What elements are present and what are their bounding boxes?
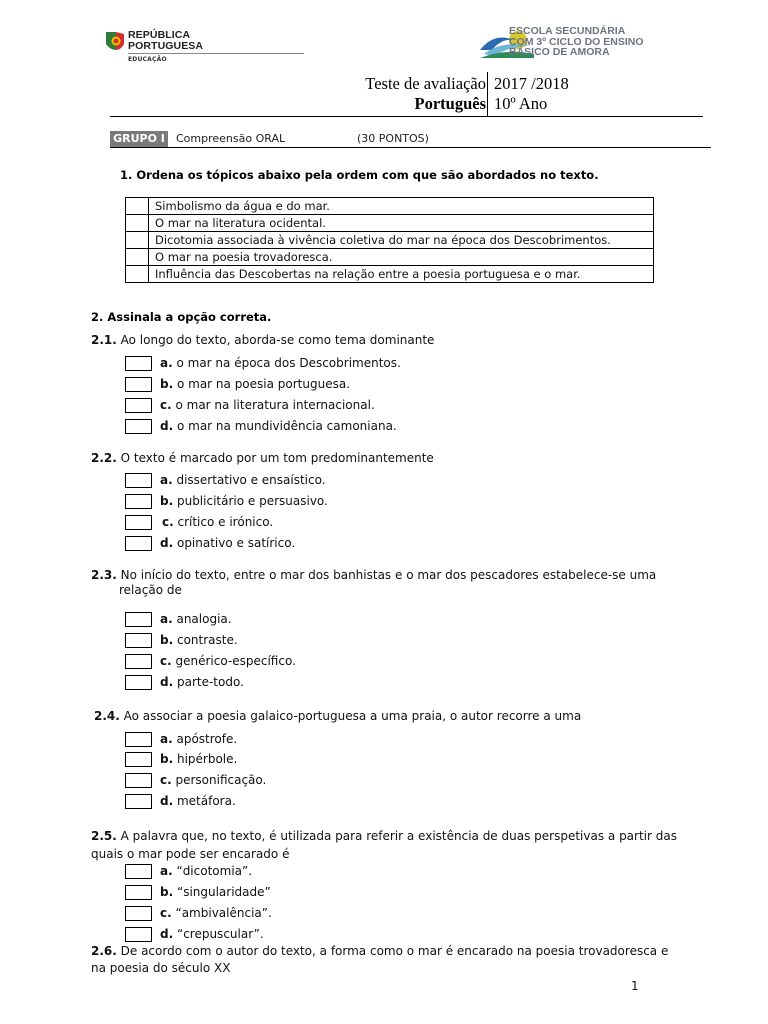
option-text: personificação. [171, 773, 267, 787]
republica-portuguesa-logo [104, 30, 204, 64]
option-letter: d. [160, 419, 174, 433]
answer-checkbox[interactable] [125, 654, 152, 669]
order-item: Influência das Descobertas na relação entre a poesia portuguesa e o mar. [149, 266, 654, 283]
question-2-1 [91, 332, 434, 348]
question-2-5-cont: quais o mar pode ser encarado é [91, 847, 290, 861]
option-text: o mar na mundividência camoniana. [173, 419, 397, 433]
republica-line2: PORTUGUESA [128, 40, 204, 52]
option-letter: b. [160, 752, 174, 766]
option-letter: d. [160, 536, 174, 550]
table-row [126, 215, 654, 232]
answer-checkbox[interactable] [125, 356, 152, 371]
grupo-title: Compreensão ORAL [176, 132, 286, 145]
order-item: O mar na poesia trovadoresca. [149, 249, 654, 266]
option-letter: d. [160, 927, 174, 941]
school-line1: ESCOLA SECUNDÁRIA [509, 25, 626, 37]
option-text: publicitário e persuasivo. [173, 494, 328, 508]
option-letter: a. [160, 612, 173, 626]
option-letter: b. [160, 377, 174, 391]
option-letter: b. [160, 633, 174, 647]
option-text: dissertativo e ensaístico. [172, 473, 326, 487]
header-rule [110, 116, 703, 117]
order-box[interactable] [126, 198, 149, 215]
option-letter: a. [160, 732, 173, 746]
order-box[interactable] [126, 266, 149, 283]
option-text: parte-todo. [173, 675, 244, 689]
ordering-table [125, 197, 654, 283]
order-item: Dicotomia associada à vivência coletiva do mar na época dos Descobrimentos. [149, 232, 654, 249]
question-2-3 [91, 567, 711, 583]
republica-sub: EDUCAÇÃO [128, 56, 167, 63]
republica-title [128, 30, 203, 52]
answer-checkbox[interactable] [125, 612, 152, 627]
option-letter: c. [160, 906, 172, 920]
order-item: O mar na literatura ocidental. [149, 215, 654, 232]
answer-checkbox[interactable] [125, 473, 152, 488]
grupo-points: (30 PONTOS) [357, 132, 429, 145]
school-line2: COM 3º CICLO DO ENSINO [509, 35, 644, 48]
option-text: hipérbole. [173, 752, 238, 766]
question-number: 2.1. [91, 333, 117, 347]
option-letter: b. [160, 494, 174, 508]
option-text: “dicotomia”. [172, 864, 253, 878]
answer-checkbox[interactable] [125, 398, 152, 413]
answer-checkbox[interactable] [125, 906, 152, 921]
option-text: “singularidade” [173, 885, 271, 899]
republica-line1: REPÚBLICA [128, 29, 191, 41]
option-text: contraste. [173, 633, 238, 647]
table-row [126, 266, 654, 283]
question-text: No início do texto, entre o mar dos banhistas e o mar dos pescadores estabelece-se uma [116, 568, 657, 582]
option-text: o mar na poesia portuguesa. [173, 377, 351, 391]
answer-checkbox[interactable] [125, 536, 152, 551]
table-row [126, 198, 654, 215]
option-letter: a. [160, 864, 173, 878]
option-letter: c. [160, 398, 172, 412]
school-logo [480, 26, 680, 62]
grupo-label: GRUPO I [110, 131, 168, 147]
question-text: De acordo com o autor do texto, a forma como o mar é encarado na poesia trovadoresca e [116, 944, 669, 958]
order-item: Simbolismo da água e do mar. [149, 198, 654, 215]
option-letter: b. [160, 885, 174, 899]
question-text: Ao longo do texto, aborda-se como tema dominante [116, 333, 435, 347]
question-number: 2.4. [94, 709, 120, 723]
answer-checkbox[interactable] [125, 927, 152, 942]
republica-separator [128, 53, 304, 54]
order-box[interactable] [126, 249, 149, 266]
option-letter: c. [160, 773, 172, 787]
question-2-3-cont: relação de [119, 583, 182, 597]
school-line3: BÁSICO DE AMORA [509, 46, 610, 58]
question-number: 2.3. [91, 568, 117, 582]
order-box[interactable] [126, 232, 149, 249]
option-text: apóstrofe. [172, 732, 238, 746]
table-row [126, 232, 654, 249]
portugal-emblem-icon [104, 30, 126, 54]
answer-checkbox[interactable] [125, 864, 152, 879]
option-letter: a. [160, 356, 173, 370]
option-text: “ambivalência”. [171, 906, 272, 920]
question-number: 2.2. [91, 451, 117, 465]
question-number: 2.6. [91, 944, 117, 958]
question-2-6 [91, 943, 716, 959]
answer-checkbox[interactable] [125, 675, 152, 690]
question-text: O texto é marcado por um tom predominantemente [116, 451, 434, 465]
question-2-title: 2. Assinala a opção correta. [91, 310, 272, 324]
question-2-5 [91, 828, 716, 844]
answer-checkbox[interactable] [125, 773, 152, 788]
option-text: crítico e irónico. [173, 515, 274, 529]
answer-checkbox[interactable] [125, 494, 152, 509]
grupo-header [110, 131, 711, 148]
answer-checkbox[interactable] [125, 377, 152, 392]
school-year: 2017 /2018 [494, 74, 569, 93]
test-title-block [365, 74, 486, 114]
answer-checkbox[interactable] [125, 515, 152, 530]
option-letter: c. [160, 654, 172, 668]
table-row [126, 249, 654, 266]
question-2-6-cont: na poesia do século XX [91, 961, 231, 975]
test-title: Teste de avaliação [365, 74, 486, 93]
option-letter: a. [160, 473, 173, 487]
answer-checkbox[interactable] [125, 633, 152, 648]
title-divider [487, 72, 488, 116]
option-text: o mar na literatura internacional. [171, 398, 375, 412]
option-letter: d. [160, 675, 174, 689]
question-text: A palavra que, no texto, é utilizada para referir a existência de duas perspetivas a partir das [116, 829, 677, 843]
answer-checkbox[interactable] [125, 732, 152, 747]
option-text: “crepuscular”. [173, 927, 264, 941]
page-number: 1 [631, 979, 639, 993]
option-text: genérico-específico. [171, 654, 296, 668]
answer-checkbox[interactable] [125, 419, 152, 434]
order-box[interactable] [126, 215, 149, 232]
option-text: opinativo e satírico. [173, 536, 296, 550]
option-letter: c. [162, 515, 174, 529]
school-name [509, 26, 644, 58]
question-1-title: 1. Ordena os tópicos abaixo pela ordem com que são abordados no texto. [120, 168, 599, 182]
year-block [494, 74, 569, 114]
answer-checkbox[interactable] [125, 752, 152, 767]
question-number: 2.5. [91, 829, 117, 843]
option-text: metáfora. [173, 794, 236, 808]
subject: Português [414, 94, 486, 113]
answer-checkbox[interactable] [125, 794, 152, 809]
option-text: analogia. [172, 612, 232, 626]
option-text: o mar na época dos Descobrimentos. [172, 356, 401, 370]
question-2-4 [94, 708, 581, 724]
option-letter: d. [160, 794, 174, 808]
answer-checkbox[interactable] [125, 885, 152, 900]
grade: 10º Ano [494, 94, 548, 113]
question-2-2 [91, 450, 434, 466]
question-text: Ao associar a poesia galaico-portuguesa a uma praia, o autor recorre a uma [119, 709, 582, 723]
